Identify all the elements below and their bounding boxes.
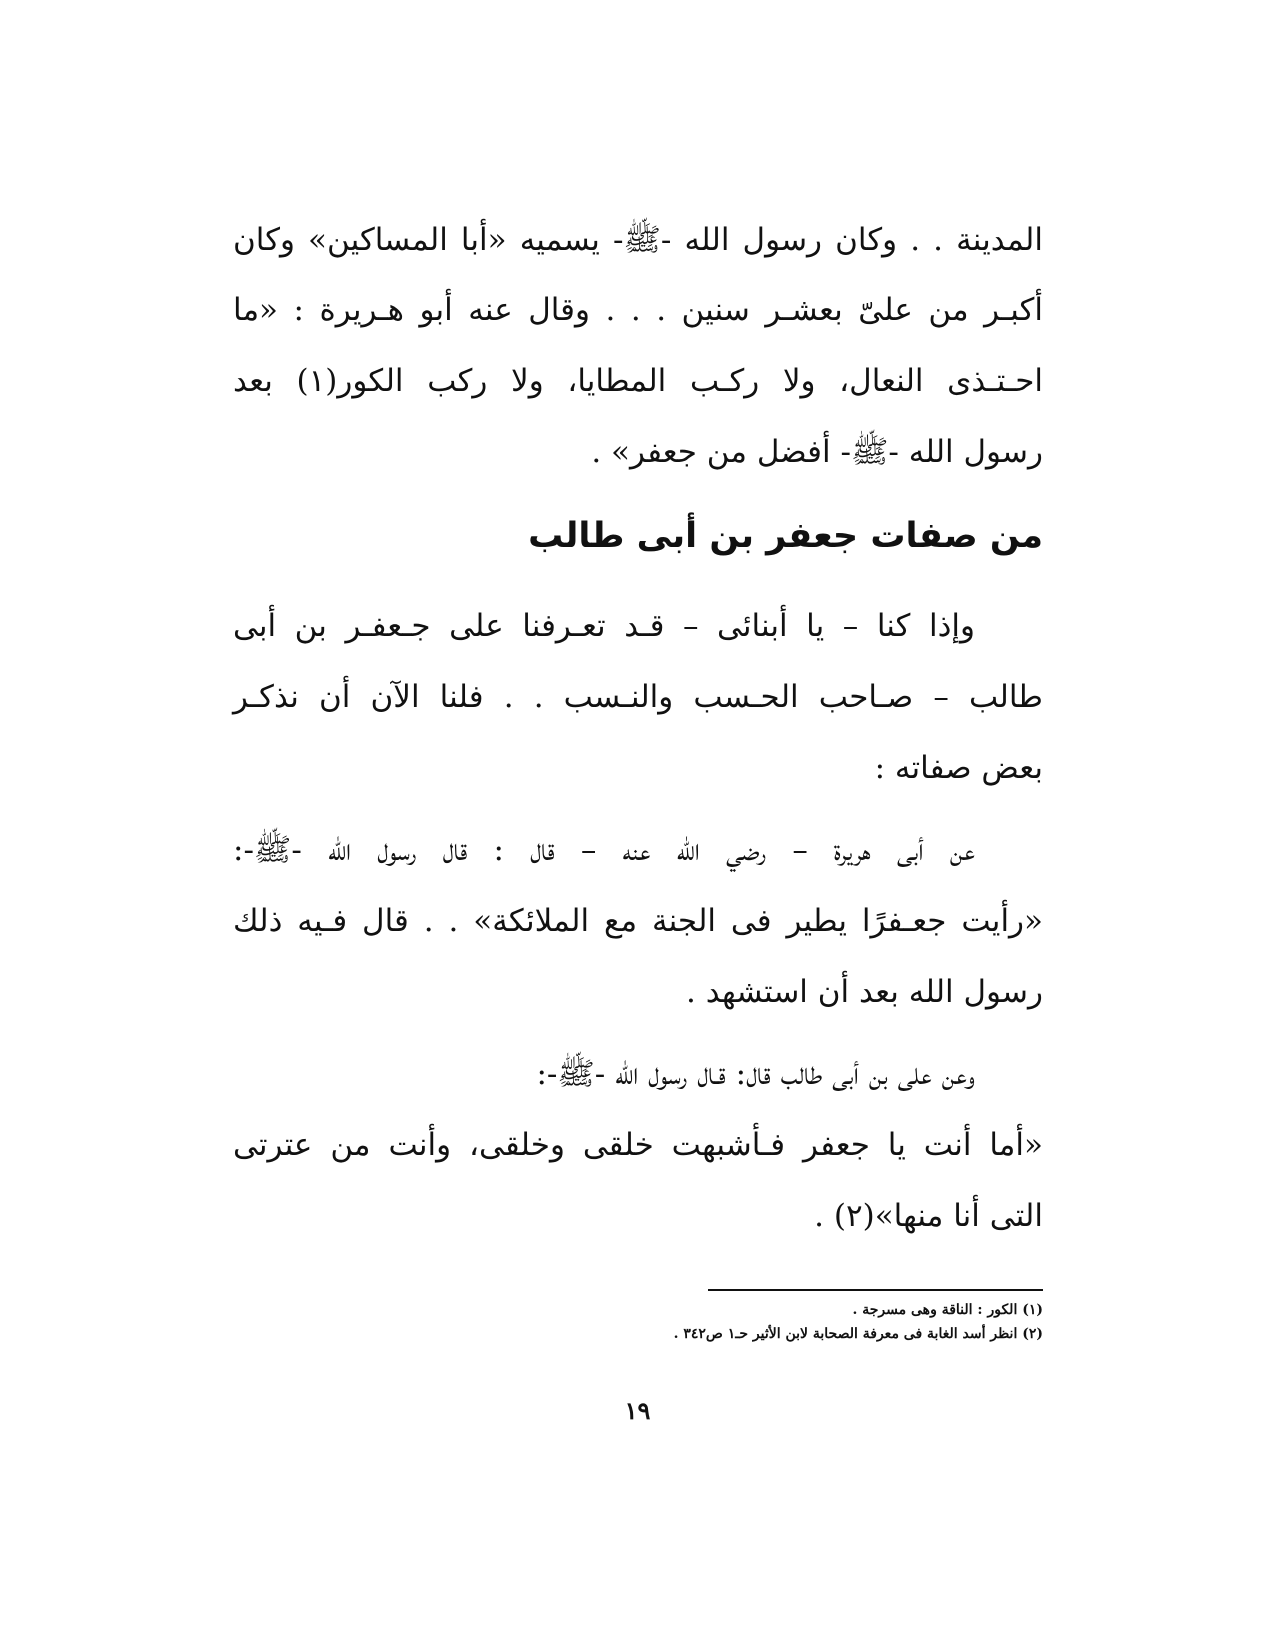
- footnote-divider: [708, 1289, 1043, 1291]
- footnote-2: (٢) انظر أسد الغابة فى معرفة الصحابة لابن الأثير حـ١ ص٣٤٢ .: [673, 1326, 1043, 1342]
- intro-line-2: أكبـر من علىّ بعشـر سنين . . . وقال عنه أبو هـريرة : «ما: [233, 292, 1043, 328]
- page-number: ١٩: [624, 1396, 651, 1425]
- para2-line-1: عن أبى هريرة – رضي الله عنه – قال : قال رسول الله -ﷺ-:: [233, 832, 975, 868]
- intro-line-4: رسول الله -ﷺ- أفضل من جعفر» .: [591, 434, 1043, 470]
- para3-line-1: وعن على بن أبى طالب قال: قـال رسول الله -ﷺ-:: [536, 1056, 975, 1092]
- para1-line-3: بعض صفاته :: [874, 750, 1043, 786]
- para2-line-3: رسول الله بعد أن استشهد .: [686, 974, 1043, 1010]
- para3-line-3: التى أنا منها»(٢) .: [814, 1198, 1043, 1234]
- intro-line-3: احـتـذى النعال، ولا ركـب المطايا، ولا ركب الكور(١) بعد: [233, 363, 1044, 399]
- para3-line-2: «أما أنت يا جعفر فـأشبهت خلقى وخلقى، وأنت من عترتى: [233, 1127, 1043, 1163]
- footnote-1: (١) الكور : الناقة وهى مسرجة .: [852, 1302, 1043, 1318]
- para1-line-2: طالب – صـاحب الحـسب والنـسب . . فلنا الآن أن نذكـر: [233, 679, 1043, 715]
- para1-line-1: وإذا كنا – يا أبنائى – قـد تعـرفنا على جـعفـر بن أبى: [233, 608, 975, 644]
- intro-line-1: المدينة . . وكان رسول الله -ﷺ- يسميه «أبا المساكين» وكان: [233, 222, 1043, 258]
- para2-line-2: «رأيت جعـفرًا يطير فى الجنة مع الملائكة» . . قال فـيه ذلك: [233, 903, 1043, 939]
- section-heading: من صفات جعفر بن أبى طالب: [528, 516, 1043, 556]
